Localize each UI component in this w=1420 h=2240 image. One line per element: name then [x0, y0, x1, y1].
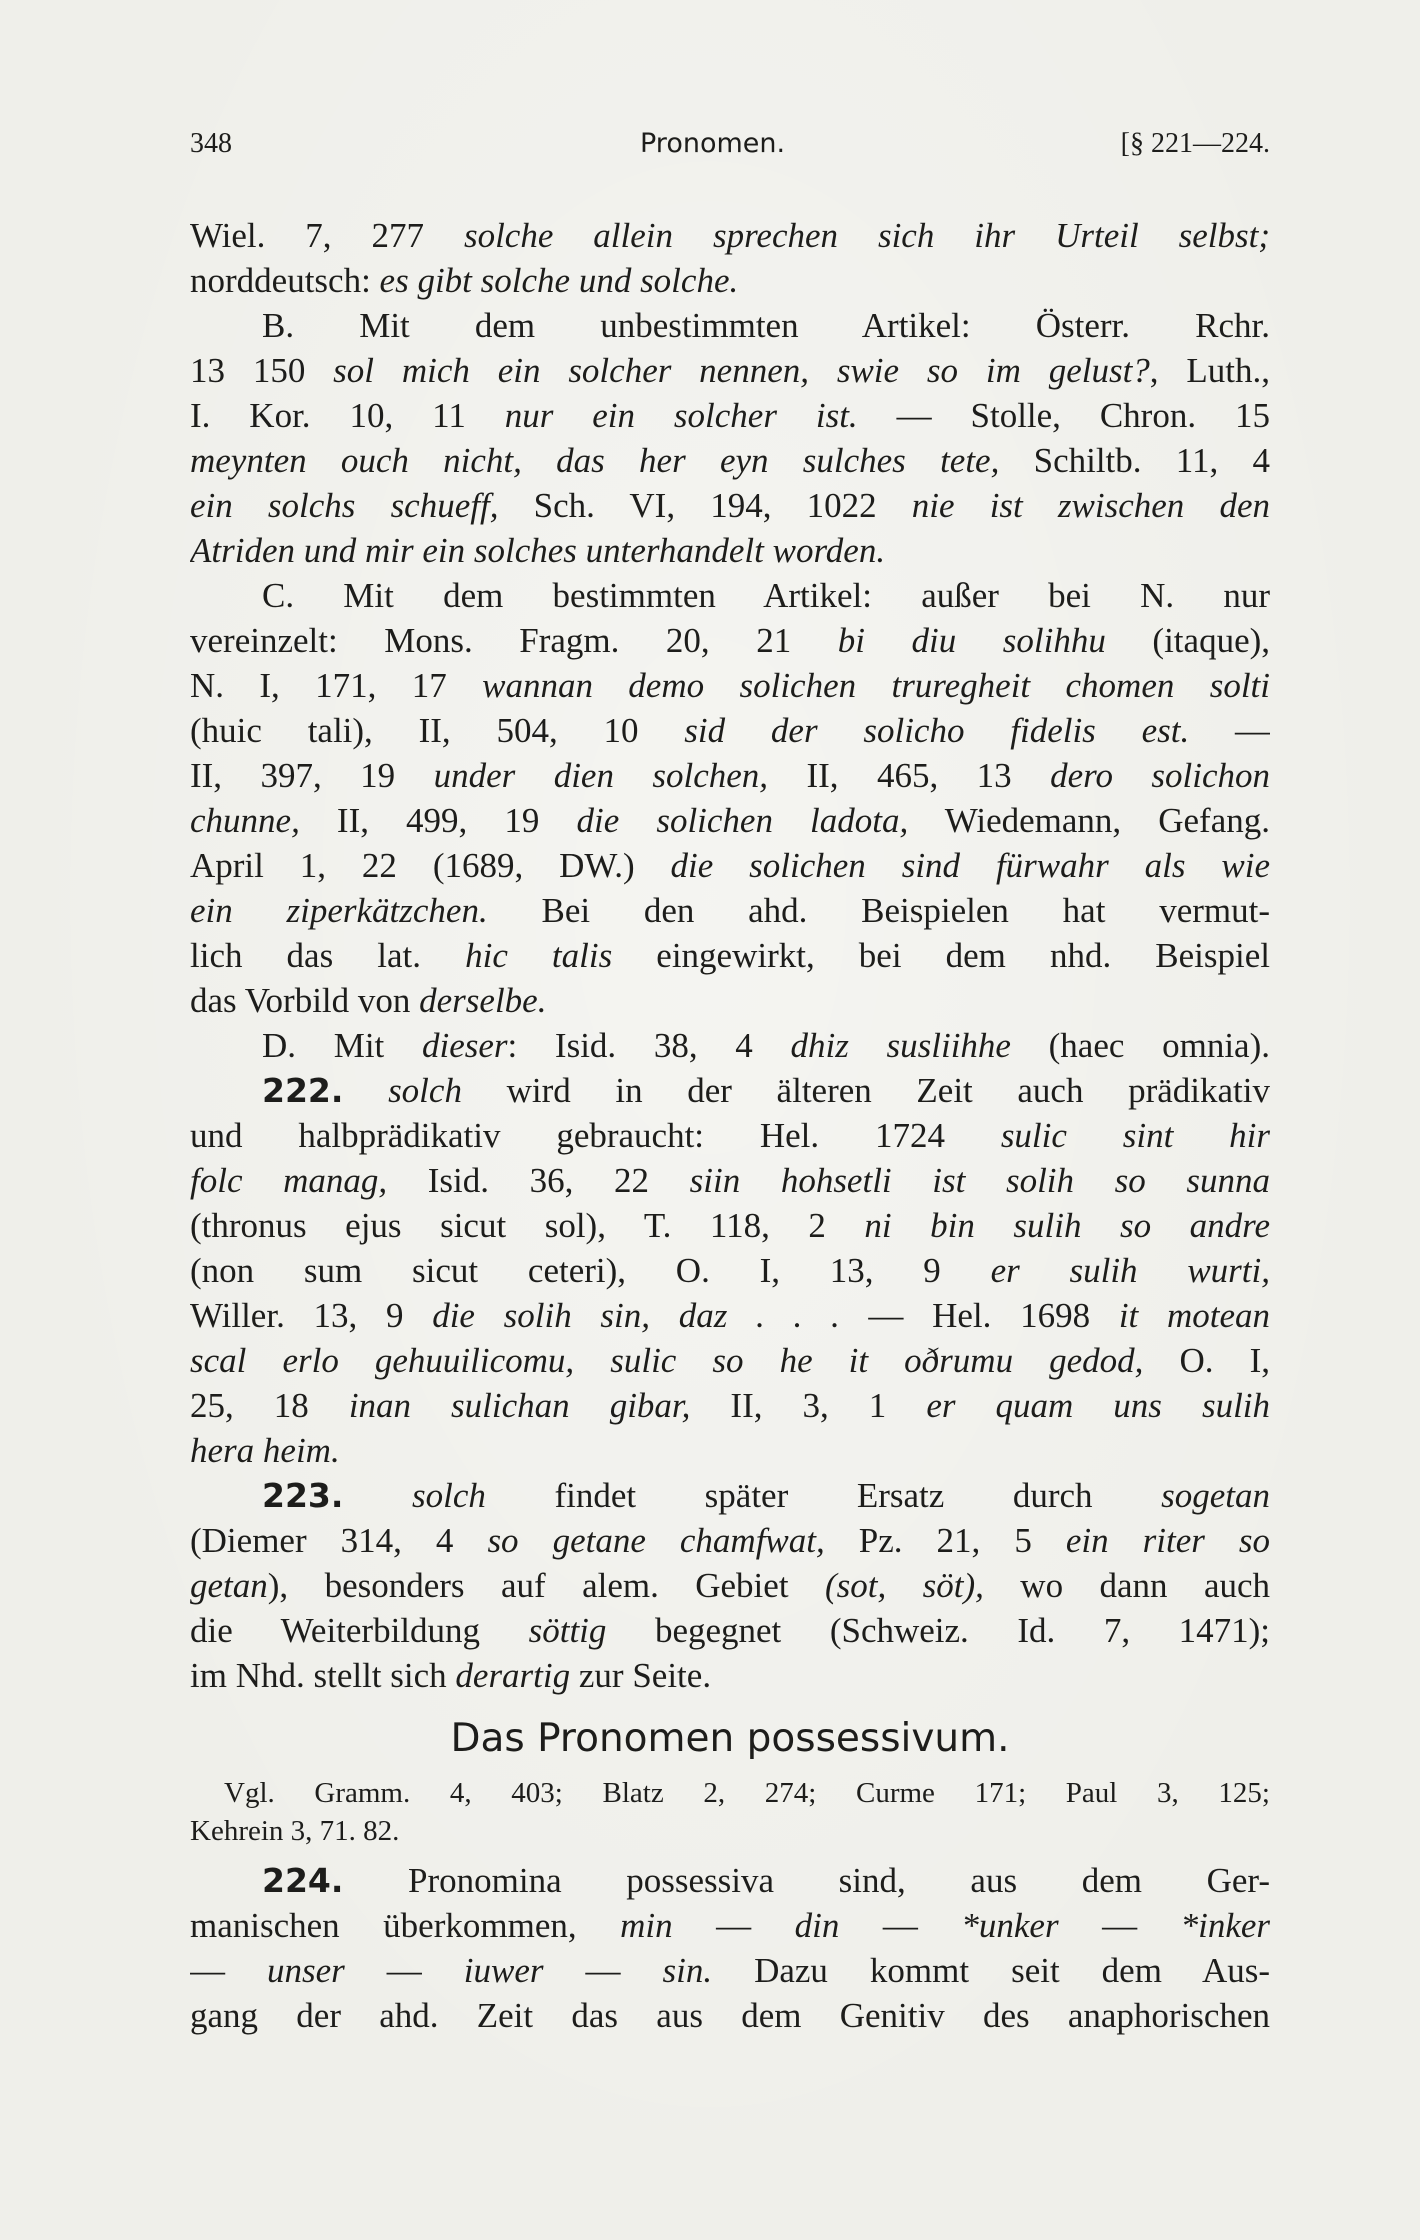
text-line: scal erlo gehuuilicomu, sulic so he it oðrumu gedod, O. I,	[190, 1341, 1270, 1380]
bibliography-line: Vgl. Gramm. 4, 403; Blatz 2, 274; Curme 171; Paul 3, 125;	[224, 1777, 1270, 1809]
text-line: getan), besonders auf alem. Gebiet (sot, söt), wo dann auch	[190, 1566, 1270, 1605]
text-line: 223. solch findet später Ersatz durch sogetan	[262, 1476, 1270, 1515]
text-line: (huic tali), II, 504, 10 sid der solicho fidelis est. —	[190, 711, 1270, 750]
text-line: 222. solch wird in der älteren Zeit auch prädikativ	[262, 1071, 1270, 1110]
text-line: (non sum sicut ceteri), O. I, 13, 9 er sulih wurti,	[190, 1251, 1270, 1290]
text-line: chunne, II, 499, 19 die solichen ladota, Wiedemann, Gefang.	[190, 801, 1270, 840]
text-line: II, 397, 19 under dien solchen, II, 465, 13 dero solichon	[190, 756, 1270, 795]
text-line: vereinzelt: Mons. Fragm. 20, 21 bi diu solihhu (itaque),	[190, 621, 1270, 660]
section-heading: Das Pronomen possessivum.	[450, 1716, 1010, 1761]
text-line: 25, 18 inan sulichan gibar, II, 3, 1 er quam uns sulih	[190, 1386, 1270, 1425]
text-line: die Weiterbildung söttig begegnet (Schweiz. Id. 7, 1471);	[190, 1611, 1270, 1650]
section-number: 224.	[262, 1861, 344, 1900]
text-line: lich das lat. hic talis eingewirkt, bei dem nhd. Beispiel	[190, 936, 1270, 975]
text-line: ein ziperkätzchen. Bei den ahd. Beispielen hat vermut-	[190, 891, 1270, 930]
text-line: hera heim.	[190, 1431, 340, 1470]
text-line: C. Mit dem bestimmten Artikel: außer bei N. nur	[262, 576, 1270, 615]
text-line: Atriden und mir ein solches unterhandelt worden.	[190, 531, 886, 570]
text-line: Willer. 13, 9 die solih sin, daz . . . — Hel. 1698 it motean	[190, 1296, 1270, 1335]
text-line: 224. Pronomina possessiva sind, aus dem Ger-	[262, 1861, 1270, 1900]
text-line: ein solchs schueff, Sch. VI, 194, 1022 nie ist zwischen den	[190, 486, 1270, 525]
text-line: norddeutsch: es gibt solche und solche.	[190, 261, 739, 300]
running-header	[190, 128, 1270, 168]
text-line: Wiel. 7, 277 solche allein sprechen sich ihr Urteil selbst;	[190, 216, 1270, 255]
bibliography-line: Kehrein 3, 71. 82.	[190, 1815, 400, 1847]
text-line: und halbprädikativ gebraucht: Hel. 1724 sulic sint hir	[190, 1116, 1270, 1155]
text-line: gang der ahd. Zeit das aus dem Genitiv des anaphorischen	[190, 1996, 1270, 2035]
section-number: 222.	[262, 1071, 344, 1110]
text-line: D. Mit dieser: Isid. 38, 4 dhiz susliihhe (haec omnia).	[262, 1026, 1270, 1065]
text-line: manischen überkommen, min — din — *unker — *inker	[190, 1906, 1270, 1945]
text-line: I. Kor. 10, 11 nur ein solcher ist. — Stolle, Chron. 15	[190, 396, 1270, 435]
text-line: — unser — iuwer — sin. Dazu kommt seit dem Aus-	[190, 1951, 1270, 1990]
text-line: (thronus ejus sicut sol), T. 118, 2 ni bin sulih so andre	[190, 1206, 1270, 1245]
text-line: meynten ouch nicht, das her eyn sulches tete, Schiltb. 11, 4	[190, 441, 1270, 480]
text-line: April 1, 22 (1689, DW.) die solichen sind fürwahr als wie	[190, 846, 1270, 885]
running-title: Pronomen.	[640, 128, 786, 159]
text-line: (Diemer 314, 4 so getane chamfwat, Pz. 21, 5 ein riter so	[190, 1521, 1270, 1560]
section-range: [§ 221—224.	[1120, 128, 1270, 159]
page-number: 348	[190, 128, 232, 159]
text-line: N. I, 171, 17 wannan demo solichen truregheit chomen solti	[190, 666, 1270, 705]
text-line: das Vorbild von derselbe.	[190, 981, 547, 1020]
text-line: 13 150 sol mich ein solcher nennen, swie so im gelust?, Luth.,	[190, 351, 1270, 390]
text-line: folc manag, Isid. 36, 22 siin hohsetli ist solih so sunna	[190, 1161, 1270, 1200]
text-line: B. Mit dem unbestimmten Artikel: Österr. Rchr.	[262, 306, 1270, 345]
text-line: im Nhd. stellt sich derartig zur Seite.	[190, 1656, 712, 1695]
section-number: 223.	[262, 1476, 344, 1515]
body-text	[190, 213, 1270, 2038]
